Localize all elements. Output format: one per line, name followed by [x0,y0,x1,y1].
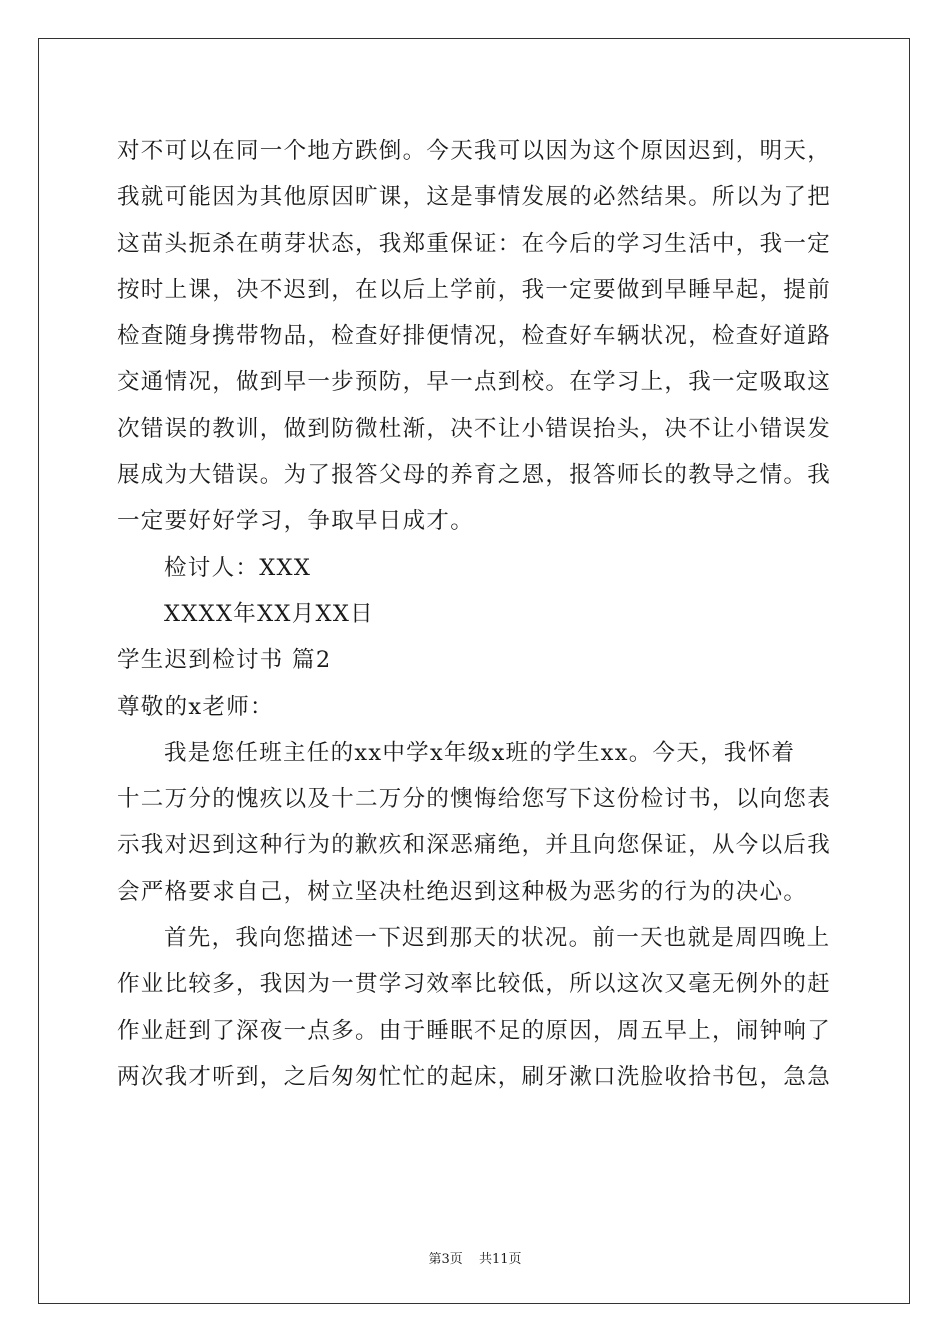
text-line: 首先，我向您描述一下迟到那天的状况。前一天也就是周四晚上 [164,925,831,952]
text-line: 对不可以在同一个地方跌倒。今天我可以因为这个原因迟到，明天， [117,138,832,164]
text-line: 检查随身携带物品，检查好排便情况，检查好车辆状况，检查好道路 [117,323,832,350]
text-line: 作业比较多，我因为一贯学习效率比较低，所以这次又毫无例外的赶 [117,971,832,998]
document-body [117,128,837,1100]
page-footer [0,1248,950,1267]
text-line: 按时上课，决不迟到，在以后上学前，我一定要做到早睡早起，提前 [117,276,832,303]
text-line: 这苗头扼杀在萌芽状态，我郑重保证：在今后的学习生活中，我一定 [117,230,832,257]
text-line: 展成为大错误。为了报答父母的养育之恩，报答师长的教导之情。我 [117,462,832,489]
text-line: 会严格要求自己，树立坚决杜绝迟到这种极为恶劣的行为的决心。 [117,878,808,905]
text-line: 一定要好好学习，争取早日成才。 [117,508,475,535]
text-line: 检讨人：XXX [164,554,312,581]
text-line: 次错误的教训，做到防微杜渐，决不让小错误抬头，决不让小错误发 [117,415,832,442]
page-total: 共11页 [478,1252,522,1267]
text-line: 十二万分的愧疚以及十二万分的懊悔给您写下这份检讨书，以向您表 [117,786,832,813]
text-line: XXXX年XX月XX日 [164,600,374,627]
text-line: 两次我才听到，之后匆匆忙忙的起床，刷牙漱口洗脸收拾书包，急急 [117,1063,832,1090]
text-line: 交通情况，做到早一步预防，早一点到校。在学习上，我一定吸取这 [117,369,832,396]
text-line: 我是您任班主任的xx中学x年级x班的学生xx。今天，我怀着 [164,739,796,766]
text-line: 学生迟到检讨书 篇2 [117,647,332,674]
text-line: 作业赶到了深夜一点多。由于睡眠不足的原因，周五早上，闹钟响了 [117,1017,832,1044]
text-line: 我就可能因为其他原因旷课，这是事情发展的必然结果。所以为了把 [117,184,832,211]
text-line: 示我对迟到这种行为的歉疚和深恶痛绝，并且向您保证，从今以后我 [117,832,832,859]
page-number: 第3页 [428,1252,463,1267]
text-line: 尊敬的x老师： [117,693,274,720]
